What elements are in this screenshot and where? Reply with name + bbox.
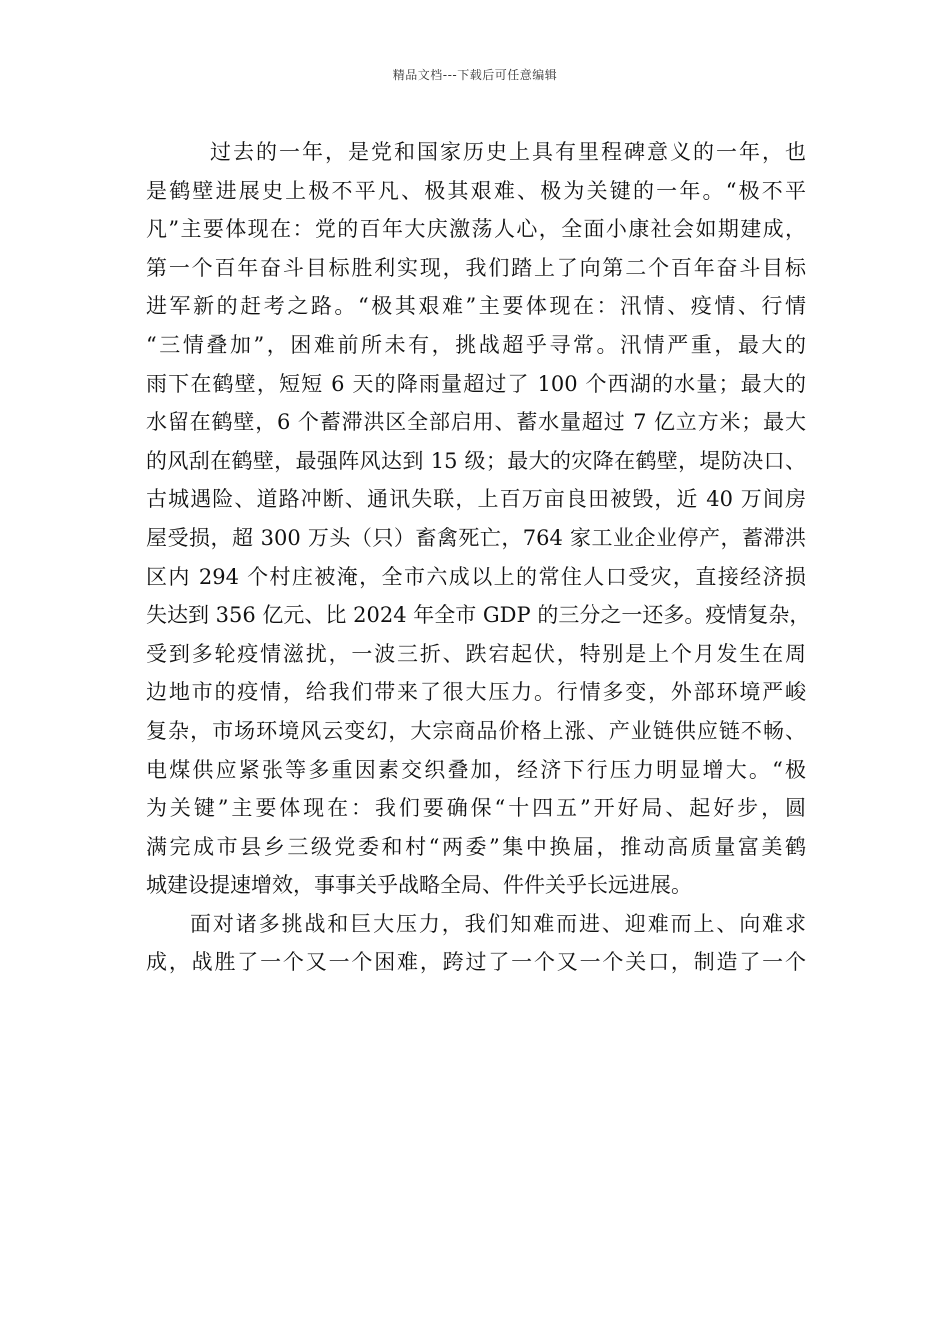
text-line: 受到多轮疫情滋扰，一波三折、跌宕起伏，特别是上个月发生在周 [146,641,806,666]
text-line: 过去的一年，是党和国家历史上具有里程碑意义的一年，也 [210,140,806,164]
text-line: 电煤供应紧张等多重因素交织叠加，经济下行压力明显增大。“极 [146,757,806,782]
text-line: 雨下在鹤壁，短短 6 天的降雨量超过了 100 个西湖的水量；最大的 [146,371,806,396]
paragraph-1 [146,133,811,905]
text-line: 是鹤壁进展史上极不平凡、极其艰难、极为关键的一年。“极不平 [146,178,806,203]
paragraph-2 [146,905,806,982]
text-line: 城建设提速增效，事事关乎战略全局、件件关乎长远进展。 [146,873,692,898]
text-line: 为关键”主要体现在：我们要确保“十四五”开好局、起好步，圆 [146,796,806,821]
text-line: 凡”主要体现在：党的百年大庆激荡人心，全面小康社会如期建成， [146,217,806,242]
text-line: 满完成市县乡三级党委和村“两委”集中换届，推动高质量富美鹤 [146,834,806,859]
text-line: 第一个百年奋斗目标胜利实现，我们踏上了向第二个百年奋斗目标 [146,255,806,280]
text-line: “三情叠加”，困难前所未有，挑战超乎寻常。汛情严重，最大的 [146,332,806,357]
text-line: 失达到 356 亿元、比 2024 年全市 GDP 的三分之一还多。疫情复杂， [146,603,811,628]
text-line: 水留在鹤壁，6 个蓄滞洪区全部启用、蓄水量超过 7 亿立方米；最大 [146,410,806,435]
text-line: 的风刮在鹤壁，最强阵风达到 15 级；最大的灾降在鹤壁，堤防决口、 [146,448,806,473]
page-header: 精品文档---下载后可任意编辑 [392,68,558,82]
text-line: 面对诸多挑战和巨大压力，我们知难而进、迎难而上、向难求 [190,911,806,936]
text-line: 屋受损，超 300 万头（只）畜禽死亡，764 家工业企业停产，蓄滞洪 [146,525,806,550]
text-line: 区内 294 个村庄被淹，全市六成以上的常住人口受灾，直接经济损 [146,564,806,589]
text-line: 复杂，市场环境风云变幻，大宗商品价格上涨、产业链供应链不畅、 [146,718,806,743]
text-line: 古城遇险、道路冲断、通讯失联，上百万亩良田被毁，近 40 万间房 [146,487,806,512]
text-line: 成，战胜了一个又一个困难，跨过了一个又一个关口，制造了一个 [146,950,806,975]
document-body [146,133,811,982]
text-line: 边地市的疫情，给我们带来了很大压力。行情多变，外部环境严峻 [146,680,806,705]
text-line: 进军新的赶考之路。“极其艰难”主要体现在：汛情、疫情、行情 [146,294,806,319]
